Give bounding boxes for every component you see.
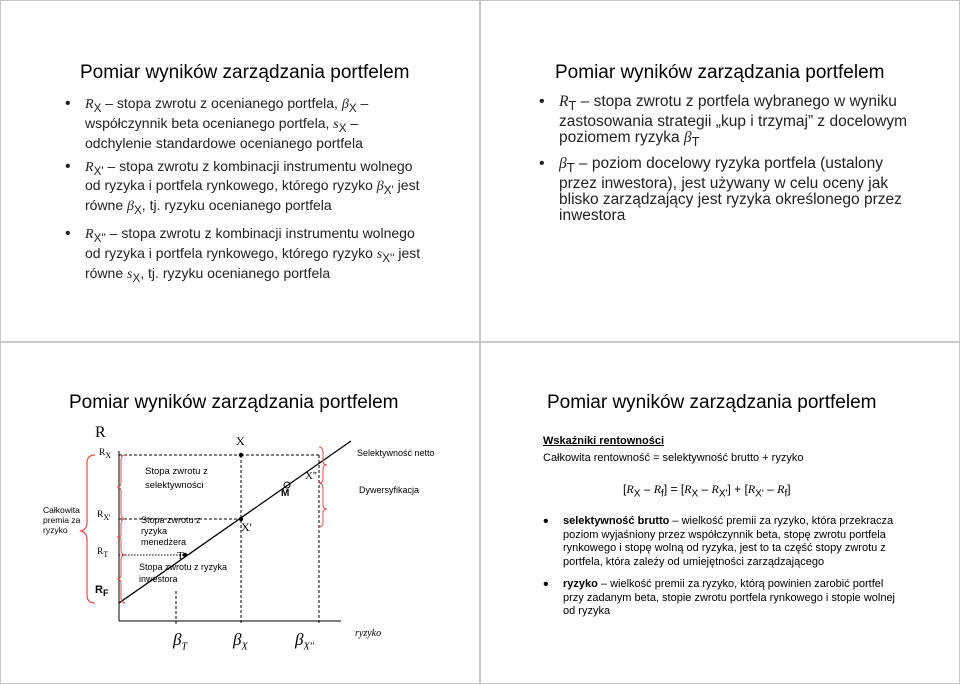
label-point-xpp: X'' [305,470,317,482]
diversification-label: Dywersyfikacja [359,485,420,495]
label-rt: $R_T$ [97,547,109,559]
definition-list [543,515,903,619]
slide-title: Pomiar wyników zarządzania portfelem [547,392,877,413]
slide-title: Pomiar wyników zarządzania portfelem [80,62,410,83]
axis-label-risk: ryzyko [355,628,382,639]
label-rx: $R_X$ [99,448,112,460]
label-point-m: M [281,488,290,499]
list-item: • $\beta_T$ – poziom docelowy ryzyka portfela (ustalony przez inwestora), jest używany w celu oceny jak blisko zarządzający jest ryzyka określonego przez inwestora [539,156,919,224]
total-profitability-line: Całkowita rentowność = selektywność brutto + ryzyko [543,452,804,464]
heading-profitability: Wskaźniki rentowności [543,435,665,447]
list-item: • $R_T$ – stopa zwrotu z portfela wybranego w wyniku zastosowania strategii „kup i trzymaj” z docelowym poziomem ryzyka $\beta_T$ [539,94,919,150]
label-rxp: $R_{X'}$ [97,510,111,522]
slide-title: Pomiar wyników zarządzania portfelem [69,392,399,413]
manager-box: Stopa zwrotu z ryzyka menedżera [141,515,201,547]
list-item: • $R_X$ – stopa zwrotu z ocenianego portfela, $\beta_X$ – współczynnik beta ocenianego portfela, $s_X$ – odchylenie standardowe ocenianego portfela [65,96,425,151]
label-rf: $R_F$ [95,584,109,599]
formula: $[R_X - R_f] = [R_X - R_{X'}] + [R_{X'} - R_f]$ [623,482,791,500]
list-item: • $R_{X''}$ – stopa zwrotu z kombinacji instrumentu wolnego od ryzyka i portfela rynkowego, którego ryzyko $s_{X''}$ jest równe $s_X$, tj. ryzyku ocenianego portfela [65,226,425,285]
slide-2 [480,0,960,342]
definition-list [65,96,425,285]
definition-list [539,94,919,224]
slide-4 [480,342,960,684]
y-axis-label: R [95,424,106,441]
net-selectivity-brace [319,447,327,483]
investor-brace [117,555,125,603]
diversification-brace [319,483,327,527]
point-x [239,453,243,457]
investor-box: Stopa zwrotu z ryzyka inwestora [139,562,228,584]
list-item: • $R_{X'}$ – stopa zwrotu z kombinacji instrumentu wolnego od ryzyka i portfela rynkowego, którego ryzyko $\beta_{X'}$ jest równe $\beta_X$, tj. ryzyku ocenianego portfela [65,159,425,218]
axis-label-bt: $\beta_T$ [173,630,188,653]
list-item: • ryzyko – wielkość premii za ryzyko, którą powinien zarobić portfel przy zadanym beta, stopie zwrotu portfela rynkowego i stopie wolnej od ryzyka [543,578,903,619]
label-point-x: X [236,434,245,448]
manager-brace [117,519,125,555]
axis-label-bx: $\beta_X$ [233,630,248,653]
slide-3 [0,342,480,684]
slide-title: Pomiar wyników zarządzania portfelem [555,62,885,83]
net-selectivity-label: Selektywność netto [357,448,435,458]
slide-1 [0,0,480,342]
label-point-xp: X' [241,520,252,534]
label-point-t: T [177,550,184,562]
total-premium-label: Całkowita premia za ryzyko [43,505,81,535]
selectivity-brace [117,455,125,519]
axis-label-bxpp: $\beta_{X''}$ [295,630,314,653]
list-item: • selektywność brutto – wielkość premii za ryzyko, która przekracza poziom wyjaśniony przez współczynnik beta, stopę zwrotu portfela rynkowego i stopę wolną od ryzyka, jest to ta część stopy zwrotu z portfela, która zależy od umiejętności zarządzającego [543,515,903,569]
selectivity-box: Stopa zwrotu z selektywności [145,466,208,491]
